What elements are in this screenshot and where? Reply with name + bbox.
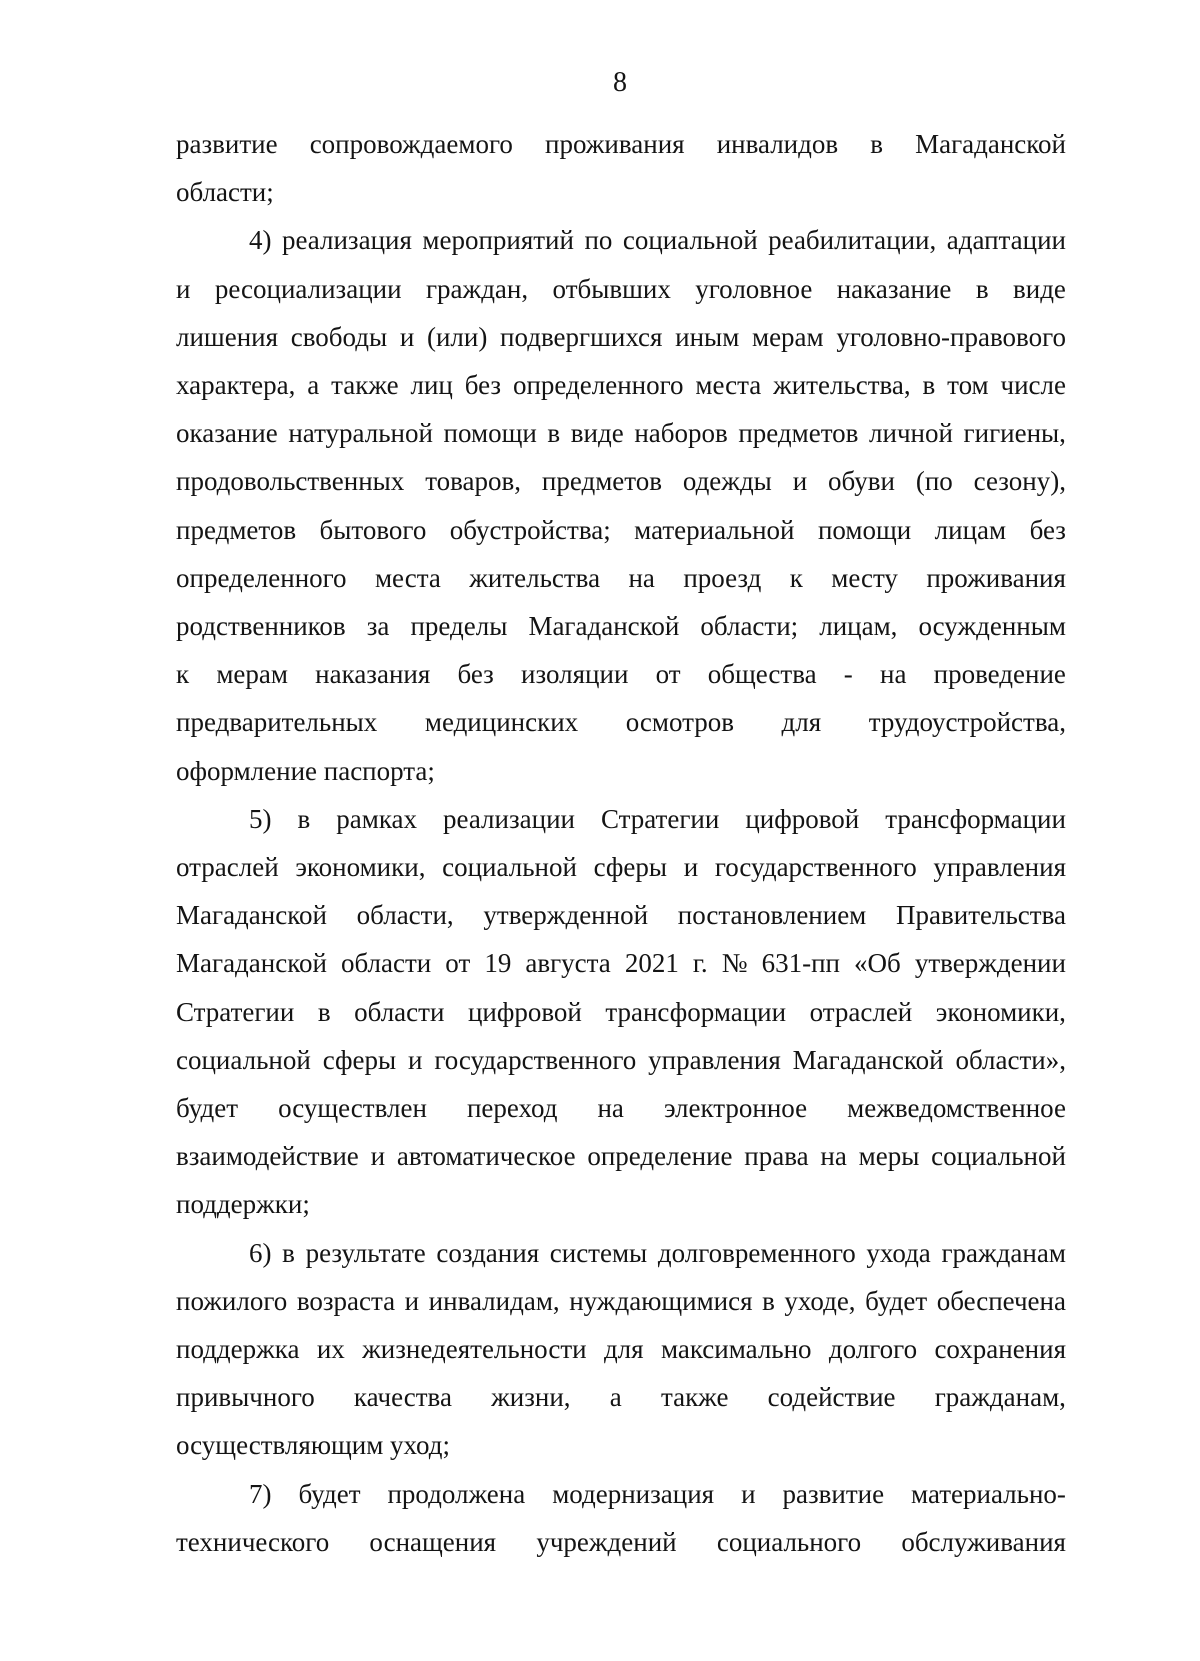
body-text <box>176 120 1066 1566</box>
text-line: характера, а также лиц без определенного места жительства, в том числе <box>176 370 1066 401</box>
text-line: отраслей экономики, социальной сферы и государственного управления <box>176 852 1066 883</box>
text-line: 6) в результате создания системы долговременного ухода гражданам <box>249 1237 1066 1268</box>
text-line: оформление паспорта; <box>176 755 435 786</box>
text-line: будет осуществлен переход на электронное межведомственное <box>176 1093 1066 1124</box>
text-line: предметов бытового обустройства; материальной помощи лицам без <box>176 514 1066 545</box>
text-line: Стратегии в области цифровой трансформации отраслей экономики, <box>176 996 1066 1027</box>
text-line: развитие сопровождаемого проживания инвалидов в Магаданской <box>176 129 1066 159</box>
text-line: родственников за пределы Магаданской области; лицам, осужденным <box>176 611 1066 642</box>
text-line: области; <box>176 177 274 208</box>
paragraph-item-7 <box>176 1470 1066 1566</box>
text-line: предварительных медицинских осмотров для трудоустройства, <box>176 707 1066 738</box>
text-line: оказание натуральной помощи в виде наборов предметов личной гигиены, <box>176 418 1066 449</box>
text-line: к мерам наказания без изоляции от общества - на проведение <box>176 659 1066 690</box>
text-line: привычного качества жизни, а также содействие гражданам, <box>176 1382 1066 1413</box>
paragraph-item-4 <box>176 216 1066 794</box>
text-line: поддержки; <box>176 1189 310 1220</box>
text-line: определенного места жительства на проезд к месту проживания <box>176 562 1066 593</box>
text-line: Магаданской области, утвержденной постановлением Правительства <box>176 900 1066 931</box>
text-line: социальной сферы и государственного управления Магаданской области», <box>176 1044 1066 1075</box>
text-line: поддержка их жизнедеятельности для максимально долгого сохранения <box>176 1334 1066 1365</box>
text-line: 7) будет продолжена модернизация и развитие материально- <box>249 1478 1066 1509</box>
text-line: и ресоциализации граждан, отбывших уголовное наказание в виде <box>176 273 1066 304</box>
page-number: 8 <box>613 67 627 98</box>
text-line: Магаданской области от 19 августа 2021 г. № 631-пп «Об утверждении <box>176 948 1066 979</box>
text-line: осуществляющим уход; <box>176 1430 450 1461</box>
text-line: лишения свободы и (или) подвергшихся иным мерам уголовно-правового <box>176 321 1066 352</box>
text-line: 5) в рамках реализации Стратегии цифровой трансформации <box>249 803 1066 834</box>
paragraph-continuation <box>176 120 1066 216</box>
text-line: продовольственных товаров, предметов одежды и обуви (по сезону), <box>176 466 1066 497</box>
text-line: взаимодействие и автоматическое определение права на меры социальной <box>176 1141 1066 1172</box>
text-line: 4) реализация мероприятий по социальной реабилитации, адаптации <box>249 225 1066 256</box>
text-line: пожилого возраста и инвалидам, нуждающимися в уходе, будет обеспечена <box>176 1285 1066 1316</box>
paragraph-item-5 <box>176 795 1066 1229</box>
paragraph-item-6 <box>176 1229 1066 1470</box>
text-line: технического оснащения учреждений социального обслуживания <box>176 1526 1066 1557</box>
